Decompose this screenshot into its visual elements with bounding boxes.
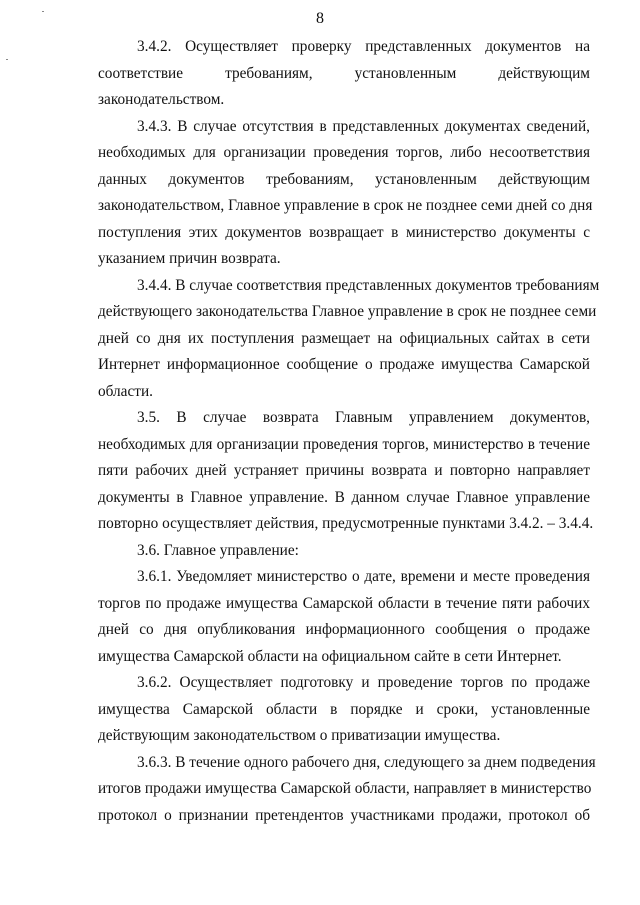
- text-line: указанием причин возврата.: [98, 250, 281, 267]
- text-line: действующим законодательством о приватизации имущества.: [98, 727, 501, 744]
- text-line: 3.4.2. Осуществляет проверку представленных документов на: [137, 38, 590, 55]
- text-line: данных документов требованиям, установленным действующим: [98, 170, 590, 188]
- paragraph-3-6-3: [98, 750, 596, 830]
- text-line: 3.4.4. В случае соответствия представленных документов требованиям: [137, 276, 600, 294]
- paragraph-3-6-1: [98, 564, 590, 670]
- document-body: [98, 34, 600, 829]
- paragraph-3-4-2: [98, 34, 590, 114]
- text-line: 3.5. В случае возврата Главным управлением документов,: [137, 409, 590, 426]
- text-line: документы в Главное управление. В данном случае Главное управление: [98, 488, 590, 506]
- text-line: области.: [98, 382, 153, 400]
- text-line: законодательством.: [98, 91, 225, 108]
- text-line: повторно осуществляет действия, предусмотренные пунктами 3.4.2. – 3.4.4.: [98, 515, 594, 532]
- text-line: 3.6.2. Осуществляет подготовку и проведение торгов по продаже: [137, 674, 590, 691]
- text-line: Интернет информационное сообщение о продаже имущества Самарской: [98, 356, 590, 373]
- paragraph-3-4-4: [98, 273, 600, 406]
- text-line: 3.6.3. В течение одного рабочего дня, следующего за днем подведения: [137, 753, 596, 771]
- text-line: 3.6.1. Уведомляет министерство о дате, времени и месте проведения: [137, 568, 590, 585]
- text-line: итогов продажи имущества Самарской области, направляет в министерство: [98, 780, 592, 797]
- text-line: 3.4.3. В случае отсутствия в представленных документах сведений,: [137, 117, 590, 135]
- page-number: 8: [316, 10, 324, 27]
- text-line: торгов по продаже имущества Самарской области в течение пяти рабочих: [98, 594, 590, 612]
- text-line: необходимых для организации проведения торгов, министерство в течение: [98, 435, 590, 453]
- text-line: поступления этих документов возвращает в министерство документы с: [98, 223, 590, 241]
- text-line: действующего законодательства Главное управление в срок не позднее семи: [98, 303, 597, 320]
- text-line: 3.6. Главное управление:: [137, 541, 299, 559]
- text-line: имущества Самарской области на официальном сайте в сети Интернет.: [98, 647, 562, 665]
- text-line: дней со дня их поступления размещает на официальных сайтах в сети: [98, 329, 590, 347]
- text-line: имущества Самарской области в порядке и сроки, установленные: [98, 700, 590, 718]
- paragraph-3-6-2: [98, 670, 590, 750]
- text-line: соответствие требованиям, установленным действующим: [98, 64, 590, 82]
- paragraph-3-4-3: [98, 114, 593, 273]
- paragraph-3-5: [98, 405, 594, 538]
- text-line: протокол о признании претендентов участниками продажи, протокол об: [98, 806, 590, 824]
- paragraph-3-6: [98, 538, 590, 565]
- text-line: пяти рабочих дней устраняет причины возврата и повторно направляет: [98, 462, 590, 479]
- text-line: необходимых для организации проведения торгов, либо несоответствия: [98, 144, 590, 161]
- text-line: дней со дня опубликования информационного сообщения о продаже: [98, 621, 590, 638]
- scan-speck: [6, 59, 8, 60]
- text-line: законодательством, Главное управление в срок не позднее семи дней со дня: [98, 197, 593, 214]
